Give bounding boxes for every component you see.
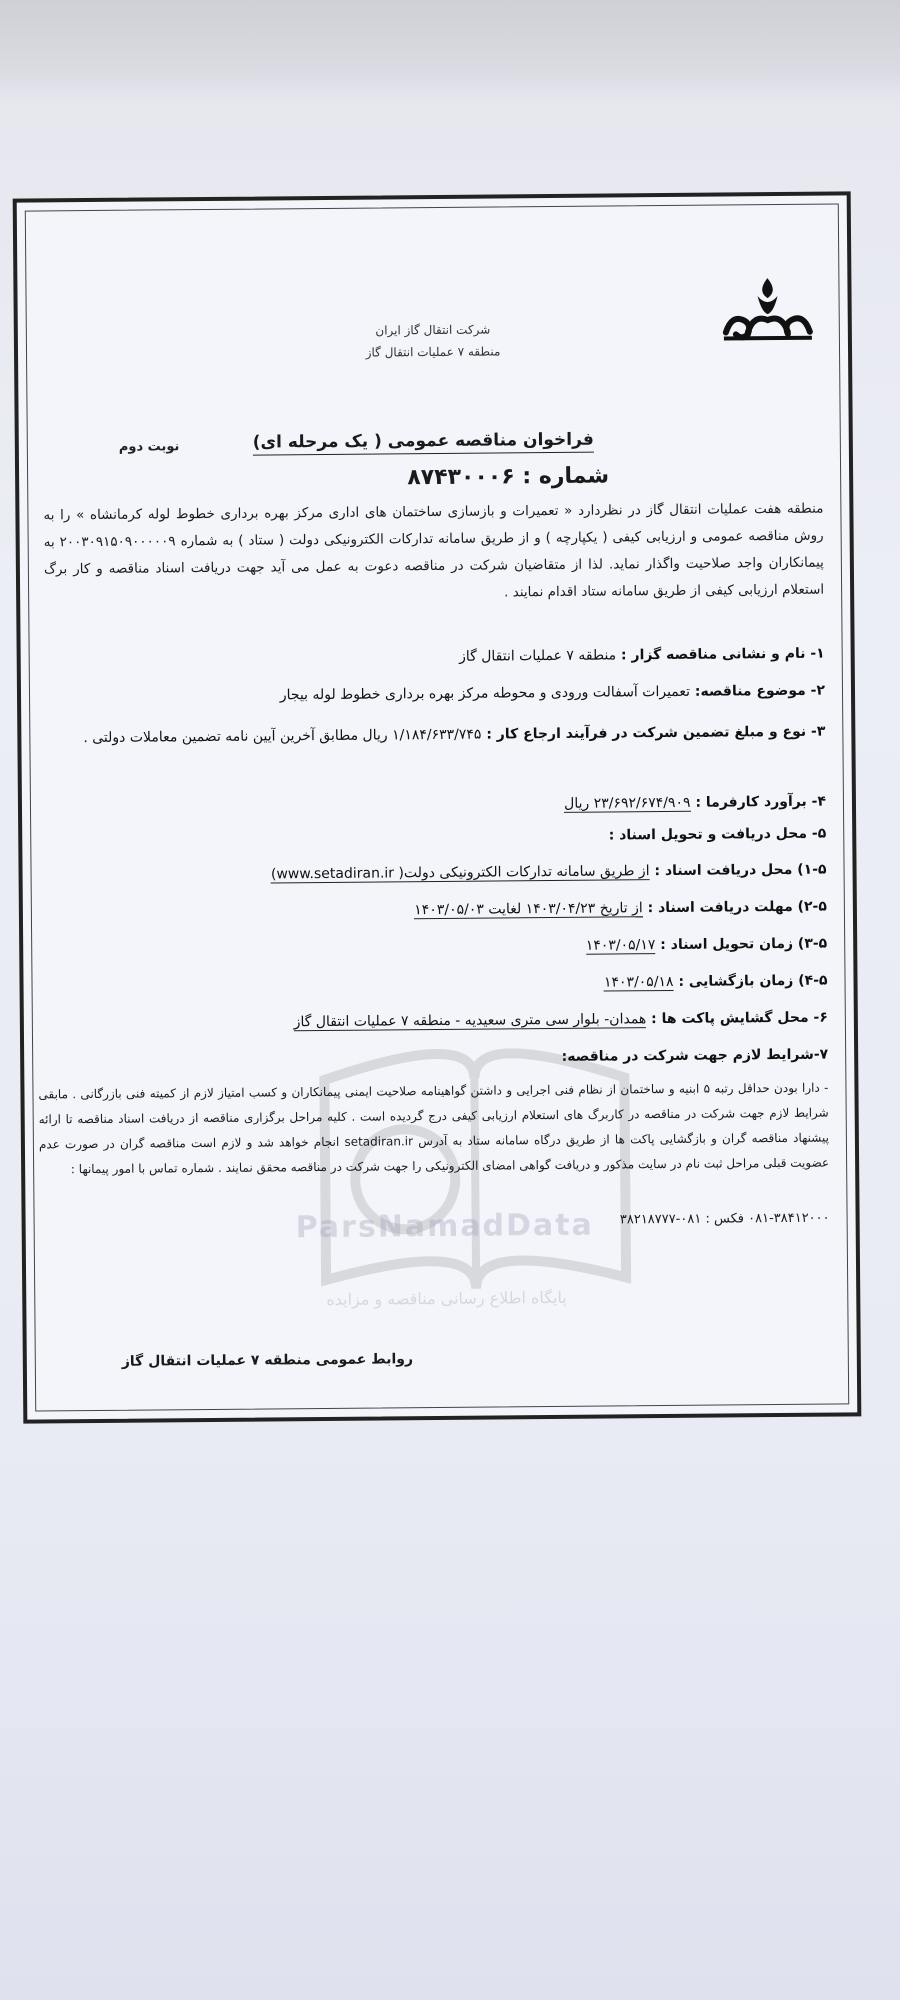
letterhead (18, 315, 848, 366)
region-name: منطقه ۷ عملیات انتقال گاز (365, 344, 501, 360)
document-frame (13, 191, 862, 1423)
intro-paragraph: منطقه هفت عملیات انتقال گاز در نظردارد « تعمیرات و بازسازی ساختمان های اداری مرکز بهره برداری خطوط لوله کرمانشاه » را به روش مناقصه عمومی و ارزیابی کیفی ( یکپارچه ) و از طریق سامانه تدارکات الکترونیکی دولت ( ستاد ) به شماره ۲۰۰۳۰۹۱۵۰۹۰۰۰۰۰۹ به پیمانکاران واجد صلاحیت واگذار نماید. لذا از متقاضیان شرکت در مناقصه دعوت به عمل می آید جهت دریافت اسناد مناقصه و کار برگ استعلام ارزیابی کیفی از طریق سامانه ستاد اقدام نمایند . (43, 500, 825, 601)
conditions-paragraph: - دارا بودن حداقل رتبه ۵ ابنیه و ساختمان از نظام فنی اجرایی و داشتن گواهینامه صلاحیت ایمنی پیمانکاران و کسب امتیاز لازم از کمیته فنی بازرگانی . مابقی شرایط لازم جهت شرکت در مناقصه در کاربرگ های استعلام ارزیابی کیفی درج گردیده است . کلیه مراحل برگزاری مناقصه از دریافت اسناد مناقصه تا ارائه پیشنهاد مناقصه گران و بازگشایی پاکت ها از طریق درگاه سامانه ستاد به آدرس setadiran.ir انجام خواهد شد و لازم است مناقصه گران در صورت عدم عضویت قبلی مراحل ثبت نام در سایت مذکور و دریافت گواهی امضای الکترونیکی را جهت شرکت در مناقصه محقق نمایند . شماره تماس با امور پیمانها : (38, 1080, 830, 1177)
watermark-brand: ParsNamadData (295, 1207, 594, 1246)
item-value: ۱۴۰۳/۰۵/۱۸ (603, 973, 674, 991)
company-name: شرکت انتقال گاز ایران (375, 322, 491, 338)
stage-note: نوبت دوم (118, 439, 180, 455)
signature-line: روابط عمومی منطقه ۷ عملیات انتقال گاز (121, 1351, 414, 1370)
item-label: ۴- برآورد کارفرما : (695, 793, 827, 811)
item-label: ۴-۵) زمان بازگشایی : (678, 972, 828, 990)
item-label: ۶- محل گشایش پاکت ها : (651, 1009, 828, 1028)
item-value: از طریق سامانه تدارکات الکترونیکی دولت( www.setadiran.ir) (270, 863, 650, 883)
watermark-tagline: پایگاه اطلاع رسانی مناقصه و مزایده (326, 1287, 567, 1309)
background-surface (0, 0, 900, 100)
tender-number: شماره : ۸۷۴۳۰۰۰۶ (407, 463, 610, 491)
item-value: ۲۳/۶۹۲/۶۷۴/۹۰۹ ریال (564, 794, 691, 812)
item-label: ۲- موضوع مناقصه: (694, 682, 826, 700)
contact-numbers: ۰۸۱-۳۸۴۱۲۰۰۰ فکس : ۰۸۱-۳۸۲۱۸۷۷۷ (619, 1210, 830, 1228)
item-value: تعمیرات آسفالت ورودی و محوطه مرکز بهره برداری خطوط لوله بیجار (279, 683, 691, 704)
item-label: ۳- نوع و مبلغ تضمین شرکت در فرآیند ارجاع کار : (486, 723, 826, 743)
item-label: ۱-۵) محل دریافت اسناد : (654, 861, 827, 880)
item-value: ۱/۱۸۴/۶۳۳/۷۴۵ ریال مطابق آخرین آیین نامه تضمین معاملات دولتی . (83, 726, 482, 747)
item-label: ۲-۵) مهلت دریافت اسناد : (647, 898, 827, 917)
item-value: منطقه ۷ عملیات انتقال گاز (458, 647, 617, 665)
item-label: ۱- نام و نشانی مناقصه گزار : (620, 645, 825, 664)
item-label: ۷-شرایط لازم جهت شرکت در مناقصه: (561, 1046, 829, 1065)
document-title: فراخوان مناقصه عمومی ( یک مرحله ای) (253, 430, 594, 456)
item-value: ۱۴۰۳/۰۵/۱۷ (585, 937, 656, 954)
item-value: از تاریخ ۱۴۰۳/۰۴/۲۳ لغایت ۱۴۰۳/۰۵/۰۳ (414, 900, 643, 919)
item-label: ۳-۵) زمان تحویل اسناد : (660, 935, 828, 954)
item-value: همدان- بلوار سی متری سعیدیه - منطقه ۷ عملیات انتقال گاز (293, 1011, 647, 1031)
item-label: ۵- محل دریافت و تحویل اسناد : (608, 825, 827, 844)
